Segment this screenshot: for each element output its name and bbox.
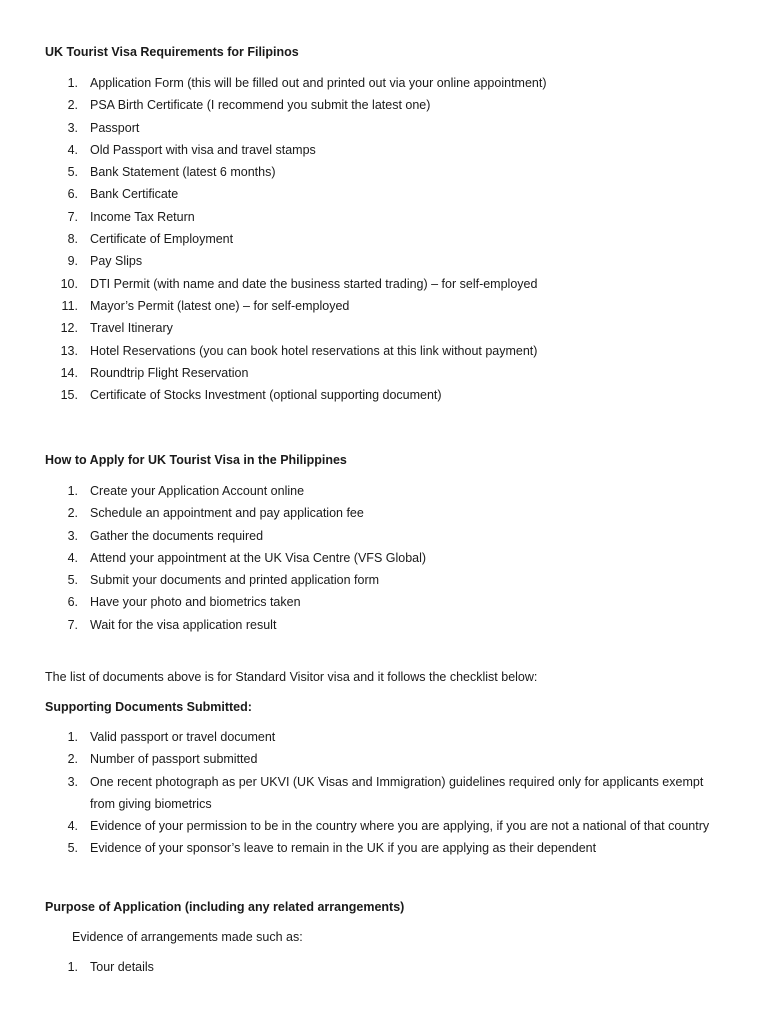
list-item [0,748,768,770]
item-number: 7. [67,617,78,632]
item-number: 12. [60,321,78,336]
item-number: 1. [67,76,78,90]
item-text: Schedule an appointment and pay application fee [90,506,364,521]
item-text: Bank Statement (latest 6 months) [90,165,276,180]
item-number: 10. [60,276,78,291]
list-item [0,771,768,816]
item-text: Evidence of your sponsor’s leave to remain in the UK if you are applying as their dependent [90,841,597,856]
item-text: Valid passport or travel document [90,730,276,744]
item-number: 5. [67,841,78,856]
item-text: Gather the documents required [90,528,264,543]
item-number: 6. [67,187,78,202]
list-item [0,384,768,406]
item-number: 6. [67,595,78,610]
purpose-intro: Evidence of arrangements made such as: [72,930,303,944]
supporting-documents-heading: Supporting Documents Submitted: [45,700,252,714]
item-text: Hotel Reservations (you can book hotel reservations at this link without payment) [90,343,538,358]
item-number: 2. [67,98,78,113]
list-item [0,525,768,547]
list-item [0,815,768,837]
item-text: Submit your documents and printed application form [90,573,380,588]
item-number: 11. [61,298,78,313]
item-number: 4. [67,142,78,157]
item-number: 15. [60,388,78,403]
item-text: Number of passport submitted [90,752,258,767]
item-text: Tour details [90,960,154,974]
list-item [0,362,768,384]
list-item [0,317,768,339]
item-number: 3. [67,120,78,135]
how-to-apply-list [0,480,768,636]
item-text: Attend your appointment at the UK Visa Centre (VFS Global) [90,550,427,565]
item-text: Certificate of Employment [90,232,234,247]
item-number: 4. [67,819,78,834]
item-text: Certificate of Stocks Investment (optional supporting document) [90,388,442,403]
list-item [0,228,768,250]
list-item [0,547,768,569]
item-number: 1. [67,960,78,974]
item-text: Income Tax Return [90,209,195,224]
list-item [0,569,768,591]
item-text: One recent photograph as per UKVI (UK Visas and Immigration) guidelines required only for applicants exempt from giving biometrics [90,774,704,811]
how-to-apply-heading: How to Apply for UK Tourist Visa in the Philippines [45,453,347,467]
item-text: Travel Itinerary [90,321,173,336]
list-item [0,139,768,161]
item-number: 1. [67,484,78,498]
item-number: 13. [60,343,78,358]
list-item [0,72,768,94]
item-number: 14. [60,365,78,380]
item-text: DTI Permit (with name and date the business started trading) – for self-employed [90,276,538,291]
requirements-list [0,72,768,406]
list-item [0,340,768,362]
checklist-intro: The list of documents above is for Standard Visitor visa and it follows the checklist below: [45,670,538,684]
item-text: Evidence of your permission to be in the country where you are applying, if you are not a national of that country [90,819,710,834]
list-item [0,250,768,272]
list-item [0,614,768,636]
item-number: 3. [67,774,78,789]
purpose-heading: Purpose of Application (including any related arrangements) [45,900,405,914]
item-text: Have your photo and biometrics taken [90,595,301,610]
item-number: 3. [67,528,78,543]
item-text: PSA Birth Certificate (I recommend you submit the latest one) [90,98,431,113]
item-number: 1. [67,730,78,744]
list-item [0,837,768,859]
item-text: Bank Certificate [90,187,179,202]
list-item [0,956,768,978]
requirements-heading: UK Tourist Visa Requirements for Filipinos [45,45,299,59]
item-text: Passport [90,120,140,135]
item-text: Pay Slips [90,254,143,269]
item-text: Wait for the visa application result [90,617,277,632]
item-number: 9. [67,254,78,269]
item-number: 5. [67,165,78,180]
list-item [0,183,768,205]
list-item [0,206,768,228]
list-item [0,295,768,317]
item-text: Application Form (this will be filled out and printed out via your online appointment) [90,76,547,90]
item-number: 2. [67,506,78,521]
supporting-documents-list [0,726,768,860]
item-text: Roundtrip Flight Reservation [90,365,249,380]
item-text: Old Passport with visa and travel stamps [90,142,316,157]
list-item [0,591,768,613]
purpose-list [0,956,768,978]
item-number: 5. [67,573,78,588]
item-number: 8. [67,232,78,247]
list-item [0,726,768,748]
list-item [0,117,768,139]
item-text: Mayor’s Permit (latest one) – for self-employed [90,298,350,313]
item-text: Create your Application Account online [90,484,305,498]
list-item [0,94,768,116]
list-item [0,480,768,502]
item-number: 2. [67,752,78,767]
item-number: 4. [67,550,78,565]
list-item [0,161,768,183]
list-item [0,502,768,524]
list-item [0,273,768,295]
item-number: 7. [67,209,78,224]
